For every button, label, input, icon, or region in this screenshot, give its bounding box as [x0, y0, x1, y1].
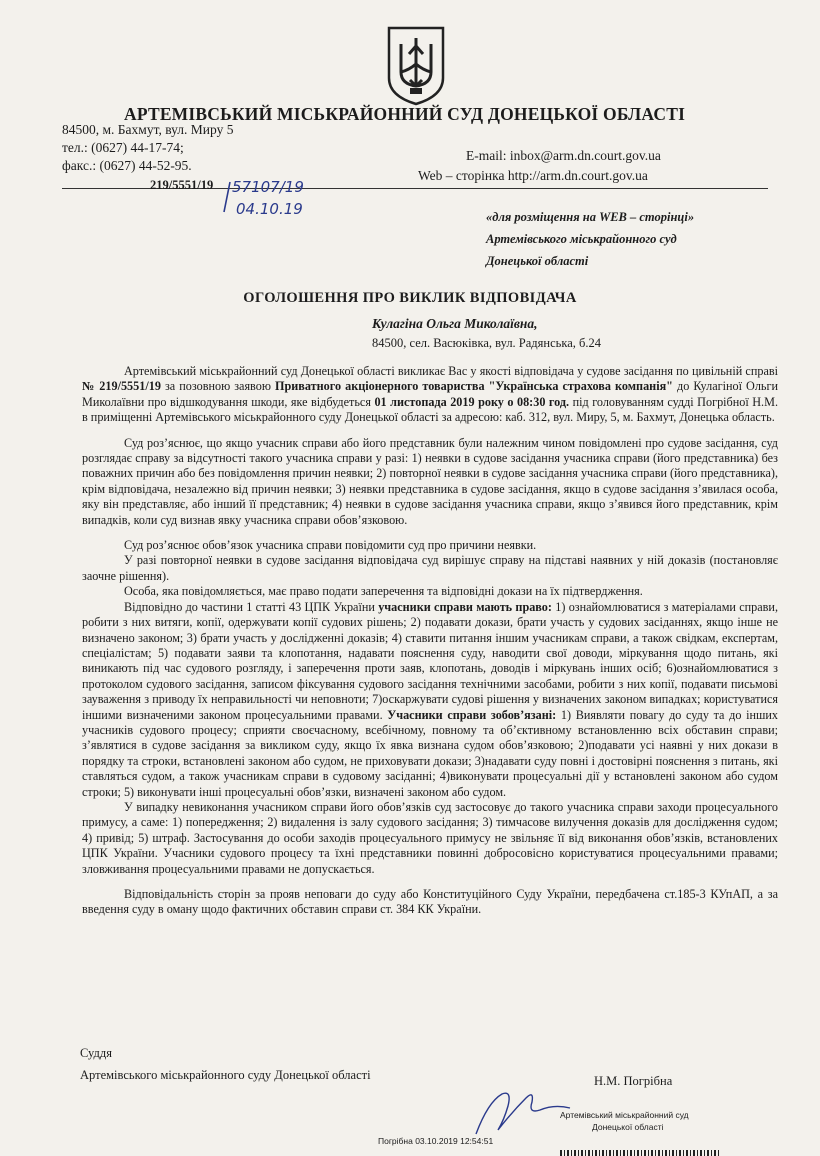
- publication-recipient: Артемівського міськрайонного суд: [486, 232, 677, 246]
- paragraph-rights-duties: Відповідно до частини 1 статті 43 ЦПК України учасники справи мають право: 1) ознайомлюватися з матеріалами справи, робити з них витяги, копії, одержувати копії судових рішень; 2) подавати докази, брати участь у судових засіданнях, якщо інше не визначено законом; 3) брати участь у дослідженні доказів; 4) ставити питання іншим учасникам справи, а також свідкам, експертам, спеціалістам; 5) подавати заяви та клопотання, надавати пояснення суду, наводити свої доводи, міркування щодо питань, які виникають під час судового розгляду, і заперечення проти заяв, клопотань, доводів і міркувань інших осіб; 6)ознайомлюватися з протоколом судового засідання, записом фіксування судового засідання технічними засобами, робити з них копії, подавати письмові зауваження з приводу їх неправильності чи неповноти; 7)оскаржувати судові рішення у визначених законом випадках; користуватися іншими визначеними законом процесуальними правами. Учасники справи зобов’язані: 1) Виявляти повагу до суду та до інших учасників судового процесу; сприяти своєчасному, всебічному, повному та об’єктивному встановленню всіх обставин справи; з’являтися в судове засідання за викликом суду, якщо їх явка визнана судом обов’язковою; 2)подавати усі наявні у них докази в порядку та строки, встановлені законом або судом, не приховувати докази; 3)надавати суду повні і достовірні пояснення з питань, які ставляться судом, а також учасникам справи в судовому засіданні; 4)виконувати процесуальні дії у встановлені законом або судом строки; 5) виконувати інші процесуальні обов’язки, визначені законом або судом.: [82, 599, 778, 799]
- paragraph-liability: Відповідальність сторін за прояв неповаги до суду або Конституційного Суду України, передбачена ст.185-3 КУпАП, а за введення суду в оману щодо фактичних обставин справи ст. 384 КК України.: [82, 887, 778, 917]
- paragraph-notify-duty: Суд роз’яснює обов’язок учасника справи повідомити суд про причини неявки.: [124, 538, 537, 553]
- notice-body: [82, 364, 778, 918]
- handwritten-outgoing-number: 57107/19: [232, 178, 304, 196]
- addressee-name: Кулагіна Ольга Миколаївна,: [372, 316, 538, 331]
- handwritten-bracket: [220, 180, 236, 214]
- paragraph-coercive-measures: У випадку невиконання учасником справи його обов’язків суд застосовує до такого учасника справи заходи процесуального примусу, а саме: 1) попередження; 2) видалення із залу судового засідання; 3) тимчасове вилучення доказів для дослідження судом; 4) привід; 5) штраф. Застосування до особи заходів процесуального примусу не звільняє її від виконання обов’язків, встановлених ЦПК України. Учасники судового процесу та їхні представники повинні добросовісно користуватися процесуальними правами; зловживання процесуальними правами не допускається.: [82, 799, 778, 876]
- court-email: E-mail: inbox@arm.dn.court.gov.ua: [466, 148, 661, 163]
- barcode: [560, 1150, 720, 1156]
- notice-title: ОГОЛОШЕННЯ ПРО ВИКЛИК ВІДПОВІДАЧА: [243, 290, 577, 306]
- paragraph-absence-rules: Суд роз’яснює, що якщо учасник справи або його представник були належним чином повідомлені про судове засідання, суд розглядає справу за відсутності такого учасника справи у разі: 1) неявки в судове засідання учасника справи (його представника) без поважних причин або без повідомлення причин неявки; 2) повторної неявки в судове засідання учасника справи (його представника), крім відповідача, незалежно від причин неявки; 3) неявки представника в судове засідання, якщо в судове засідання з’явилася особа, яку він представляє, або інший її представник; 4) неявки в судове засідання учасника справи, якщо з’явився його представник, крім випадків, коли суд визнав явку учасника справи обов’язковою.: [82, 435, 778, 527]
- paragraph-right-to-object: Особа, яка повідомляється, має право подати заперечення та відповідні докази на їх підтвердження.: [124, 584, 643, 599]
- stamp-court-line1: Артемівський міськрайонний суд: [560, 1110, 689, 1120]
- signatory-name: Н.М. Погрібна: [594, 1074, 673, 1088]
- stamp-signed-by: Погрібна 03.10.2019 12:54:51: [378, 1136, 494, 1146]
- paragraph-default-judgment: У разі повторної неявки в судове засідання відповідача суд вирішує справу на підставі наявних у ній доказів (постановляє заочне рішення).: [82, 553, 778, 583]
- publication-region: Донецької області: [486, 254, 589, 268]
- handwritten-date: 04.10.19: [236, 200, 303, 218]
- court-name: АРТЕМІВСЬКИЙ МІСЬКРАЙОННИЙ СУД ДОНЕЦЬКОЇ ОБЛАСТІ: [124, 104, 686, 124]
- publication-note: «для розміщення на WEB – сторінці»: [486, 210, 695, 224]
- signatory-title: Суддя: [80, 1046, 112, 1060]
- paragraph-summons: Артемівський міськрайонний суд Донецької області викликає Вас у якості відповідача у судове засідання по цивільній справі № 219/5551/19 за позовною заявою Приватного акціонерного товариства "Українська страхова компанія" до Кулагіної Ольги Миколаївни про відшкодування шкоди, яке відбудеться 01 листопада 2019 року о 08:30 год. під головуванням судді Погрібної Н.М. в приміщенні Артемівського міськрайонного суду Донецької області за адресою: каб. 312, вул. Миру, 5, м. Бахмут, Донецька область.: [82, 364, 779, 425]
- court-web: Web – сторінка http://arm.dn.court.gov.ua: [418, 168, 648, 183]
- registration-number: 219/5551/19: [150, 178, 214, 192]
- signatory-court: Артемівського міськрайонного суду Донецької області: [80, 1068, 371, 1082]
- addressee-address: 84500, сел. Васюківка, вул. Радянська, б.24: [372, 336, 602, 350]
- handwritten-signature: [468, 1072, 578, 1142]
- coat-of-arms-icon: [383, 24, 449, 106]
- court-phone: тел.: (0627) 44-17-74;: [62, 140, 184, 155]
- court-fax: факс.: (0627) 44-52-95.: [62, 158, 192, 173]
- stamp-court-line2: Донецької області: [592, 1122, 664, 1132]
- court-address: 84500, м. Бахмут, вул. Миру 5: [62, 122, 234, 137]
